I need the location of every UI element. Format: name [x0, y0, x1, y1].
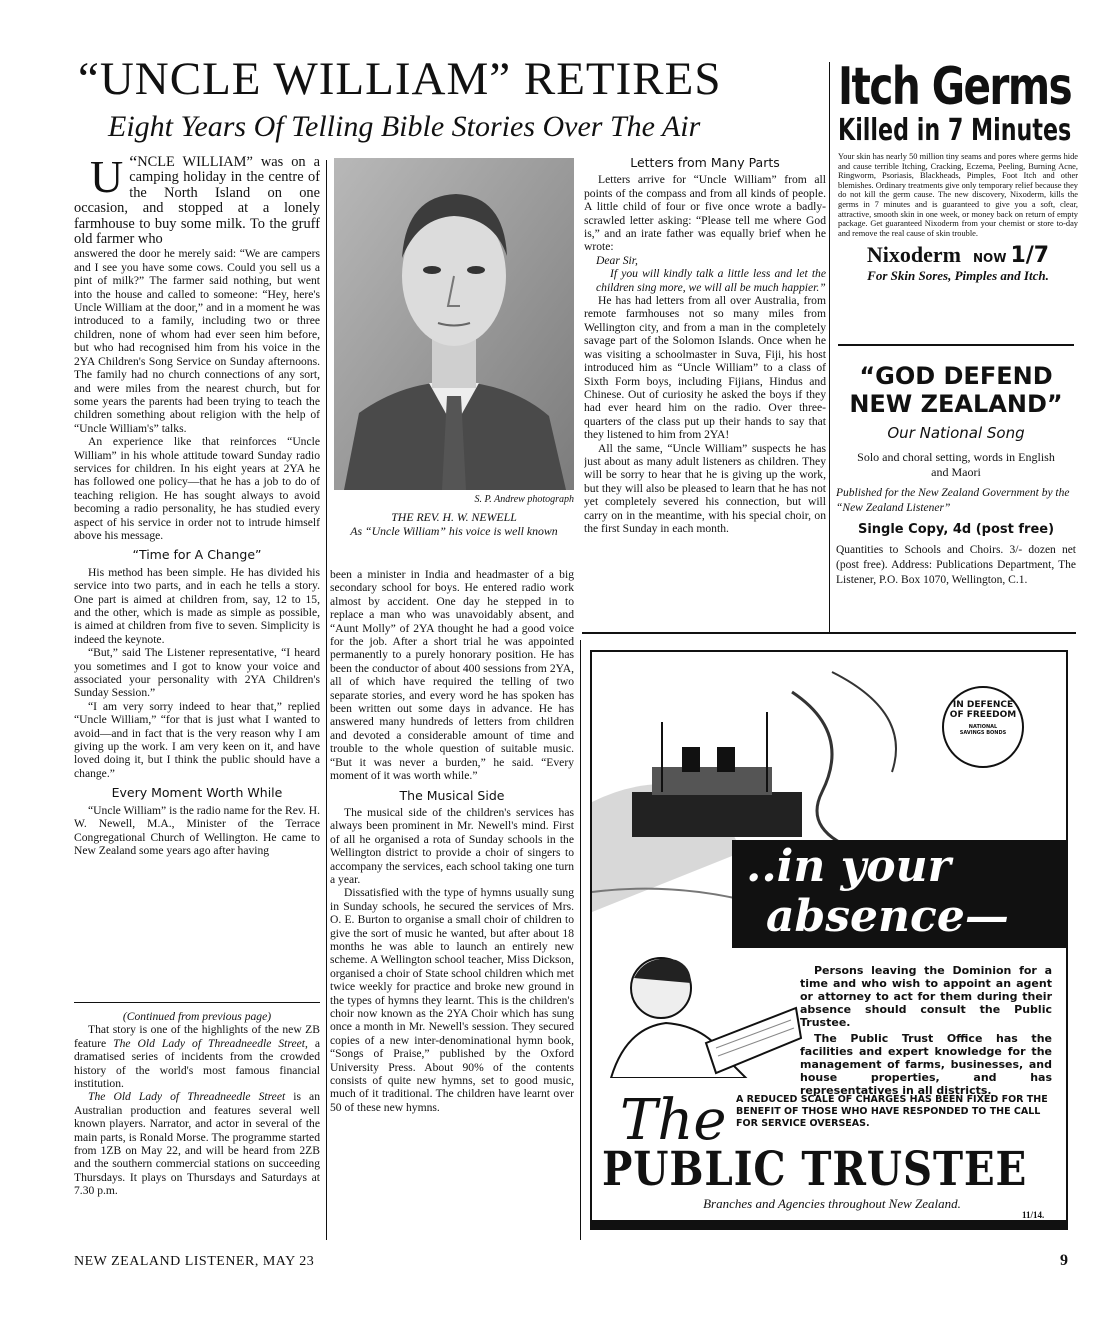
subhead-time-for-change: “Time for A Change”	[132, 547, 262, 563]
page-number: 9	[1060, 1252, 1068, 1269]
article-column-2	[330, 568, 574, 1240]
paragraph: An experience like that reinforces “Uncle William” in his whole attitude toward Sunday radio services for children. In his eight years at 2YA he has followed one policy—that he has a job to do of teaching religion. He has sought always to avoid becoming a radio personality, he has studied every aspect of his service in order not to intrude himself above his message.	[74, 435, 320, 542]
trustee-body: Persons leaving the Dominion for a time and who wish to appoint an agent or attorney to act for them during their absence should consult the Public Trustee. The Public Trust Office has the facilities and expert knowledge for the management of farms, businesses, and house properties, and has representatives in all districts.	[800, 964, 1052, 1097]
zb-story: (Continued from previous page) That story is one of the highlights of the new ZB feature The Old Lady of Threadneedle Street, a dramatised series of incidents from the crowded history of the world's most famous financial institution. The Old Lady of Threadneedle Street is an Australian production and features several well known players. Narrator, and actor in several of the main parts, is Ronald Morse. The programme started from 1ZB on May 22, and will be heard from 2ZB and the southern commercial stations on succeeding Thursdays. It plays on Thursdays and Saturdays at 7.30 p.m.	[74, 1010, 320, 1198]
photo-credit: S. P. Andrew photograph	[474, 494, 574, 505]
letter-salutation: Dear Sir,	[596, 253, 638, 267]
paragraph: All the same, “Uncle William” suspects he has just about as many adult listeners as children. They will be sorry to hear that he is giving up the work, but they will also be pleased to learn that he has not yet completely severed his connection, but will carry on in the meantime, with his special choir, on the first Sunday in each month.	[584, 441, 826, 535]
nixoderm-headline-1: Itch Germs	[838, 57, 1072, 117]
paragraph: answered the door he merely said: “We are campers and I see you have some cows. Could you sell us a pint of milk?” The farmer said nothing, but went into the house and called to someone: “Hey, here's Uncle William at the door,” and in a moment he was introduced to a family, including two or three children, none of whom had ever seen him before, but who had recognised him from his voice in the 2YA Children's Song Service on Sunday afternoons. The family had no church connections of any sort, and were miles from the nearest church, but for some years the parents had been trying to teach the children something about religion with the help of “Uncle William's” talks.	[74, 247, 320, 435]
paragraph: Dissatisfied with the type of hymns usually sung in Sunday schools, he secured the services of Mrs. O. E. Burton to organise a small choir of children to give the sort of music he wanted, but after about 18 months he was able to launch an entirely new scheme. A Wellington school teacher, Miss Dickson, organised a choir of State school children which met twice weekly for practice and broke new ground in the types of hymns they learnt. This is the children's choir now known as the 2YA Choir which has sung once a month in Mr. Newell's session. They secured copies of a new inter-denominational hymn book, “Songs of Praise,” published by the Oxford University Press. About 90% of the contents consists of quite new hymns, set to good music, much of it traditional. The children have learnt over 50 of these new hymns.	[330, 886, 574, 1114]
portrait-photo	[334, 158, 574, 490]
trustee-the: The	[620, 1088, 727, 1153]
divider	[582, 632, 1076, 634]
portrait-drawing	[334, 158, 574, 490]
paragraph: “But,” said The Listener representative, “I heard you sometimes and I got to know your voice and associated your personality with 2YA Children's Sunday Session.”	[74, 646, 320, 700]
nixoderm-price-line: Nixoderm NOW 1/7	[866, 242, 1050, 269]
anthem-title-2: NEW ZEALAND”	[849, 390, 1063, 418]
man-writing-illustration	[606, 948, 806, 1078]
paragraph: Letters arrive for “Uncle William” from all points of the compass and from all kinds of people. A little child of four or five once wrote a badly-scrawled letter asking: “Please tell me where God is,” and an irate father was equally brief when he wrote:	[584, 173, 826, 254]
anthem-title-1: “GOD DEFEND	[859, 362, 1053, 390]
letter-body: If you will kindly talk a little less and let the children sing more, we will all be much happier.”	[596, 267, 826, 294]
trustee-name: PUBLIC TRUSTEE	[602, 1142, 1028, 1197]
paragraph: He has had letters from all over Australia, from remote farmhouses not so many miles from Wellington city, and from a man in the completely savage part of the Solomon Islands. Once when he was visiting a schoolmaster in Suva, Fiji, his host introduced him as “Uncle William” to a class of Sixth Form boys, including Fijians, Hindus and Chinese. Out of curiosity he asked the boys if they had ever heard him on the radio. Over three-quarters of the class put up their hands to say that they listened to him from 2YA!	[584, 294, 826, 442]
ad-code: 11/14.	[1022, 1210, 1045, 1220]
nixoderm-body: Your skin has nearly 50 million tiny seams and pores where germs hide and cause terrible Itching, Cracking, Eczema, Peeling, Burning Acne, Ringworm, Psoriasis, Blackheads, Pimples, Foot Itch and other blemishes. Ordinary treatments give only temporary relief because they do not kill the germ cause. The new discovery, Nixoderm, kills the germs in 7 minutes and is guaranteed to give you a soft, clear, attractive, smooth skin in one week, or money back on return of empty package. Get guaranteed Nixoderm from your chemist or store to-day and remove the real cause of skin trouble.	[838, 152, 1078, 238]
subhead-every-moment: Every Moment Worth While	[111, 785, 283, 801]
continued-note: (Continued from previous page)	[122, 1010, 272, 1023]
anthem-order-info: Quantities to Schools and Choirs. 3/- dozen net (post free). Address: Publications Department, The Listener, P.O. Box 1070, Wellington, C.1.	[836, 544, 1076, 586]
war-savings-badge: IN DEFENCE OF FREEDOM NATIONAL SAVINGS BONDS	[942, 686, 1024, 768]
paragraph: His method has been simple. He has divided his service into two parts, and in each he tells a story. One part is aimed at children from, say, 12 to 15, and the other, which is made as simple as possible, is aimed at children from five to seven. Simplicity is indeed the keynote.	[74, 565, 320, 646]
deck: Eight Years Of Telling Bible Stories Over The Air	[108, 110, 701, 143]
anthem-subtitle: Our National Song	[887, 424, 1025, 442]
subhead-musical-side: The Musical Side	[399, 787, 505, 803]
divider	[74, 1002, 320, 1003]
paragraph: “I am very sorry indeed to hear that,” replied “Uncle William,” “for that is just what I wanted to avoid—and in fact that is the very reason why I am giving up the work. I am very keen on it, and have loved doing it, but I think the public should have a change.”	[74, 699, 320, 780]
paragraph: “Uncle William” is the radio name for the Rev. H. W. Newell, M.A., Minister of the Terrace Congregational Church of Wellington. He came to New Zealand some years ago after having	[74, 803, 320, 857]
anthem-ad	[836, 362, 1076, 588]
column-rule	[326, 160, 327, 1240]
subhead-letters: Letters from Many Parts	[630, 156, 780, 170]
paragraph: The musical side of the children's services has always been prominent in Mr. Newell's mind. First of all he organised a rota of Sunday schools in the Wellington district to provide a choir of singers to accompany the services, each school taking one turn a year.	[330, 805, 574, 886]
anthem-publisher: Published for the New Zealand Government by the “New Zealand Listener”	[836, 487, 1070, 514]
article-intro: “ U NCLE WILLIAM” was on a camping holiday in the centre of the North Island on one occasion, and stopped at a lonely farmhouse to buy some milk. To the gruff old farmer who	[74, 155, 320, 248]
divider	[838, 344, 1074, 346]
dropcap: U	[90, 155, 124, 202]
trustee-branches: Branches and Agencies throughout New Zealand.	[703, 1196, 961, 1211]
nixoderm-price: 1/7	[1010, 243, 1050, 269]
anthem-description: Solo and choral setting, words in English and Maori	[857, 450, 1055, 479]
public-trustee-ad	[590, 650, 1068, 1230]
nixoderm-headline-2: Killed in 7 Minutes	[838, 113, 1072, 148]
column-rule	[580, 640, 581, 1240]
photo-caption: THE REV. H. W. NEWELL As “Uncle William” his voice is well known	[350, 510, 558, 538]
nixoderm-brand: Nixoderm	[866, 242, 961, 268]
column-rule	[829, 62, 830, 632]
anthem-price: Single Copy, 4d (post free)	[857, 522, 1055, 537]
paragraph: been a minister in India and headmaster of a big secondary school for boys. He entered radio work almost by accident. One day he stepped in to replace a man who was unavoidably absent, and “Aunt Molly” of 2YA thought he had a good voice for the job. After a short trial he was appointed permanently to a purely honorary position. He has been the conductor of about 400 sessions from 2YA, all of which have required the telling of two separate stories, and every word he has spoken has been written out some days in advance. He has answered many hundreds of letters from children and devoted a considerable amount of time and trouble to the whole question of suitable music. “But it was never a burden,” he said. “Every moment of it was worth while.”	[330, 568, 574, 783]
article-column-3	[584, 156, 826, 626]
article-column-1	[74, 155, 320, 1000]
slogan-banner: ..in your absence—	[732, 840, 1068, 948]
nixoderm-tagline: For Skin Sores, Pimples and Itch.	[867, 268, 1049, 284]
trustee-notice: A REDUCED SCALE OF CHARGES HAS BEEN FIXED FOR THE BENEFIT OF THOSE WHO HAVE RESPONDED TO THE CALL FOR SERVICE OVERSEAS.	[736, 1094, 1048, 1129]
headline: “UNCLE WILLIAM” RETIRES	[78, 53, 722, 105]
ad-bottom-bar	[592, 1220, 1066, 1230]
nixoderm-ad	[838, 57, 1078, 343]
footer-publication: NEW ZEALAND LISTENER, MAY 23	[74, 1254, 315, 1269]
